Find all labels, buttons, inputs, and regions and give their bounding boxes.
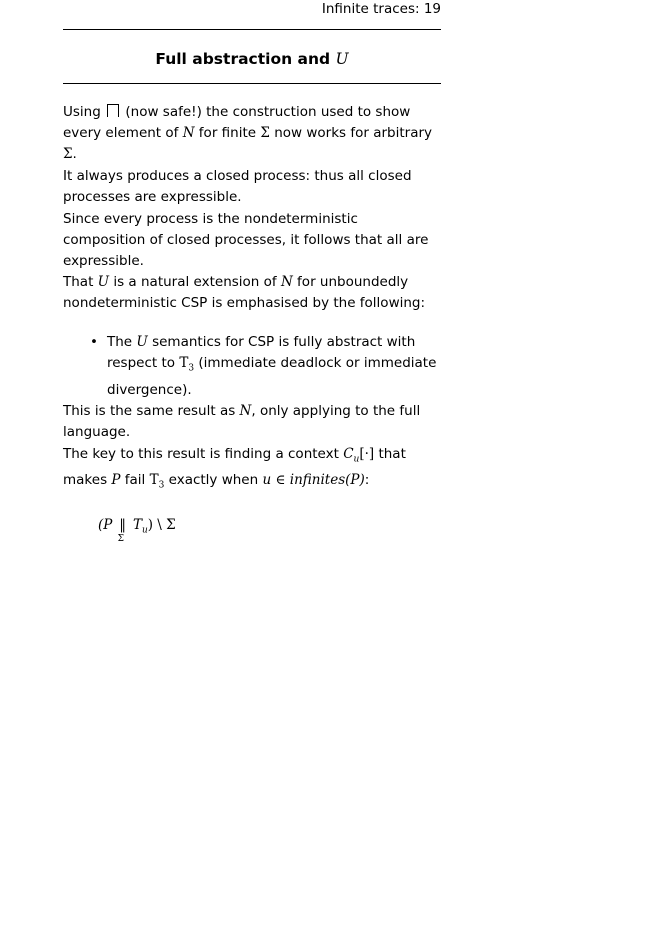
text-run: is a natural extension of [109, 274, 281, 290]
slide-title-text: Full abstraction and [155, 50, 336, 68]
context-C-symbol: C [343, 445, 354, 462]
parallel-operator [117, 515, 129, 545]
text-run: now works for arbitrary [269, 125, 433, 141]
text-run: That [63, 274, 98, 290]
test-T-subscript: 3 [158, 481, 165, 492]
slide-title [63, 50, 441, 68]
model-N-symbol: N [280, 274, 293, 290]
title-rule [63, 83, 441, 84]
slide-title-symbol: U [335, 50, 349, 68]
paragraph-key-context [63, 444, 441, 497]
paragraph-natural-extension [63, 272, 441, 314]
paragraph-same-result [63, 401, 441, 443]
text-run: that makes [63, 445, 406, 489]
paragraph-closed-process: It always produces a closed process: thus all closed processes are expressible. [63, 168, 412, 205]
display-formula [63, 515, 441, 551]
text-run: (now safe!) the construction used to show every element of [63, 104, 411, 141]
sigma-symbol: Σ [260, 125, 270, 141]
infinites-argument: (P) [345, 472, 365, 489]
paragraph-construction [63, 102, 441, 165]
text-run: The key to this result is finding a context [63, 445, 344, 462]
model-U-symbol: U [97, 274, 110, 290]
text-run: exactly when [164, 472, 263, 489]
parallel-sync-set: Σ [117, 534, 125, 545]
text-run: semantics for CSP is fully abstract with respect to [107, 334, 416, 371]
text-run: , only applying to the full language. [63, 402, 421, 440]
text-run: : [364, 472, 370, 489]
top-rule [63, 29, 441, 30]
formula-T: T [128, 517, 142, 534]
parallel-symbol: ‖ [119, 517, 127, 534]
model-U-symbol: U [136, 334, 148, 350]
element-of-symbol: ∈ [271, 472, 290, 489]
slide-body [63, 102, 441, 551]
text-run: (immediate deadlock or immediate divergence). [107, 355, 437, 398]
trace-u-symbol: u [262, 472, 272, 489]
formula-open: (P [98, 517, 117, 534]
test-T-symbol: T [149, 472, 159, 489]
infinites-function: infinites [289, 472, 346, 489]
text-run: for unboundedly nondeterministic CSP is emphasised by the following: [63, 274, 426, 311]
text-run: The [107, 334, 137, 350]
process-P-symbol: P [111, 472, 121, 489]
nondeterministic-choice-symbol [107, 104, 119, 117]
text-run: for finite [194, 125, 261, 141]
paragraph-composition: Since every process is the nondeterministic composition of closed processes, it follows that all are expressible. [63, 211, 429, 269]
sigma-symbol: Σ [63, 146, 73, 162]
formula-close: ) \ Σ [147, 517, 176, 534]
formula-T-subscript: u [141, 525, 148, 536]
context-C-subscript: u [353, 454, 360, 465]
text-run: This is the same result as [63, 402, 240, 419]
bullet-list [63, 332, 441, 401]
bullet-marker: • [90, 334, 98, 350]
model-N-symbol: N [239, 402, 252, 419]
model-N-symbol: N [182, 125, 195, 141]
test-T-symbol: T [179, 355, 189, 371]
list-item [63, 332, 441, 401]
context-hole: [·] [359, 445, 375, 462]
test-T-subscript: 3 [188, 363, 195, 374]
running-head: Infinite traces: 19 [321, 1, 441, 17]
text-run: fail [120, 472, 150, 489]
text-run: . [72, 146, 77, 162]
text-run: Using [63, 104, 106, 120]
